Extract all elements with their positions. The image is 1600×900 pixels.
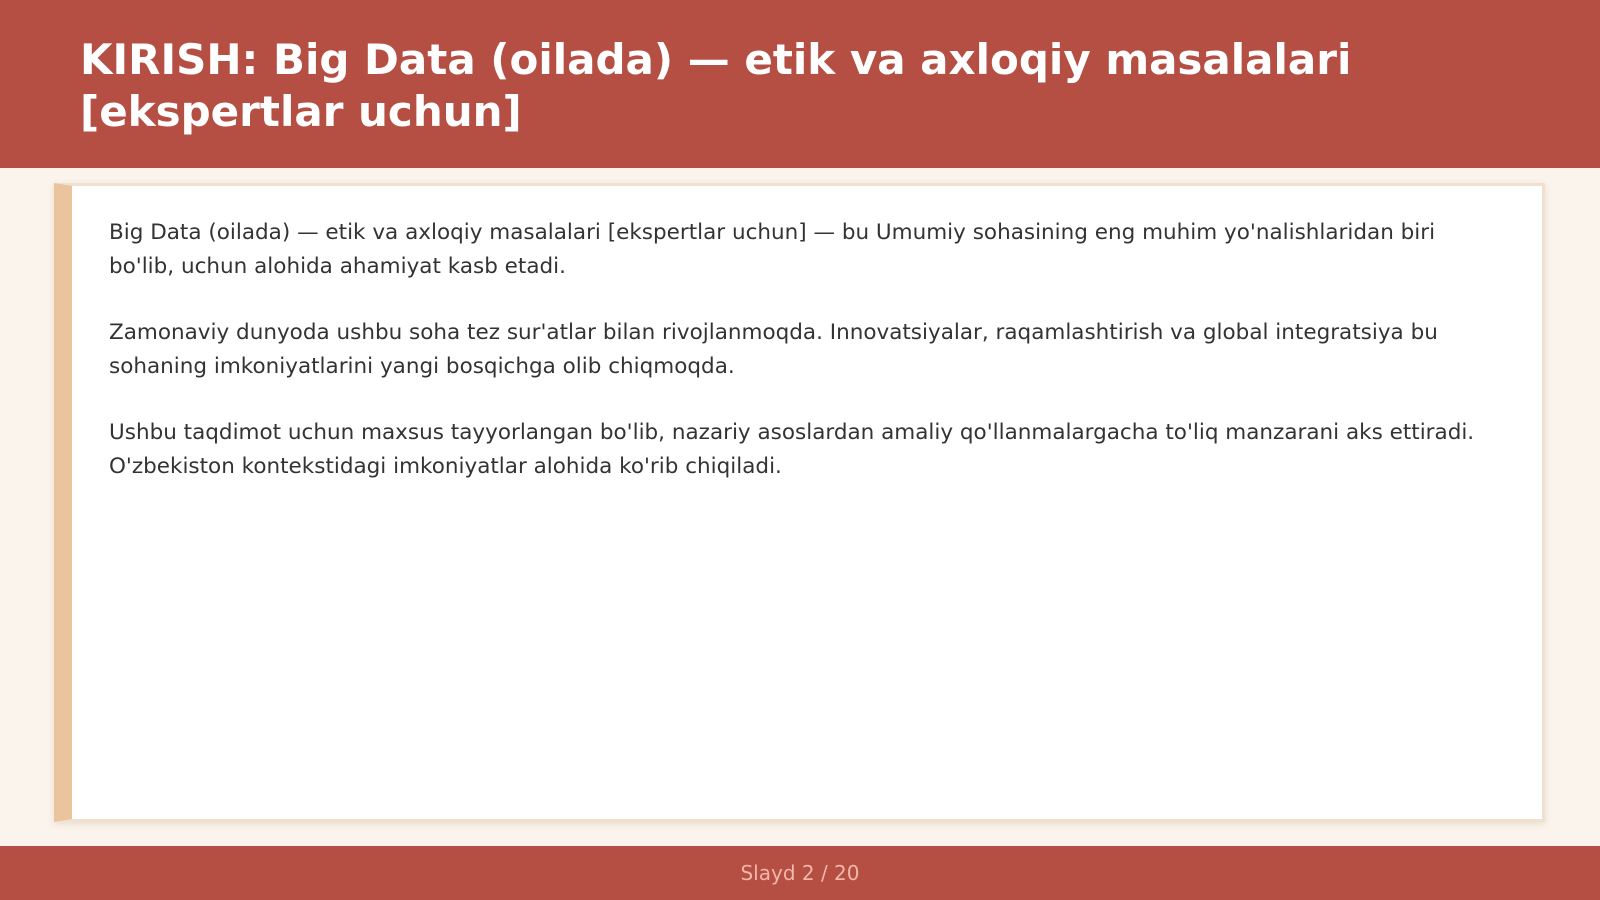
paragraph-intro: Big Data (oilada) — etik va axloqiy masalalari [ekspertlar uchun] — bu Umumiy sohasining eng muhim yo'nalishlaridan biri bo'lib, uchun alohida ahamiyat kasb etadi.	[109, 220, 1436, 279]
content-body	[109, 216, 1489, 516]
slide-header	[0, 0, 1600, 168]
slide-title: KIRISH: Big Data (oilada) — etik va axloqiy masalalari [ekspertlar uchun]	[80, 35, 1352, 136]
slide-footer	[0, 846, 1600, 900]
paragraph-modern-world: Zamonaviy dunyoda ushbu soha tez sur'atlar bilan rivojlanmoqda. Innovatsiyalar, raqamlashtirish va global integratsiya bu sohaning imkoniyatlarini yangi bosqichga olib chiqmoqda.	[109, 320, 1438, 379]
paragraph-presentation-scope: Ushbu taqdimot uchun maxsus tayyorlangan bo'lib, nazariy asoslardan amaliy qo'llanmalargacha to'liq manzarani aks ettiradi. O'zbekiston kontekstidagi imkoniyatlar alohida ko'rib chiqiladi.	[109, 420, 1475, 479]
content-card	[54, 183, 1545, 822]
slide-number: Slayd 2 / 20	[740, 861, 860, 885]
